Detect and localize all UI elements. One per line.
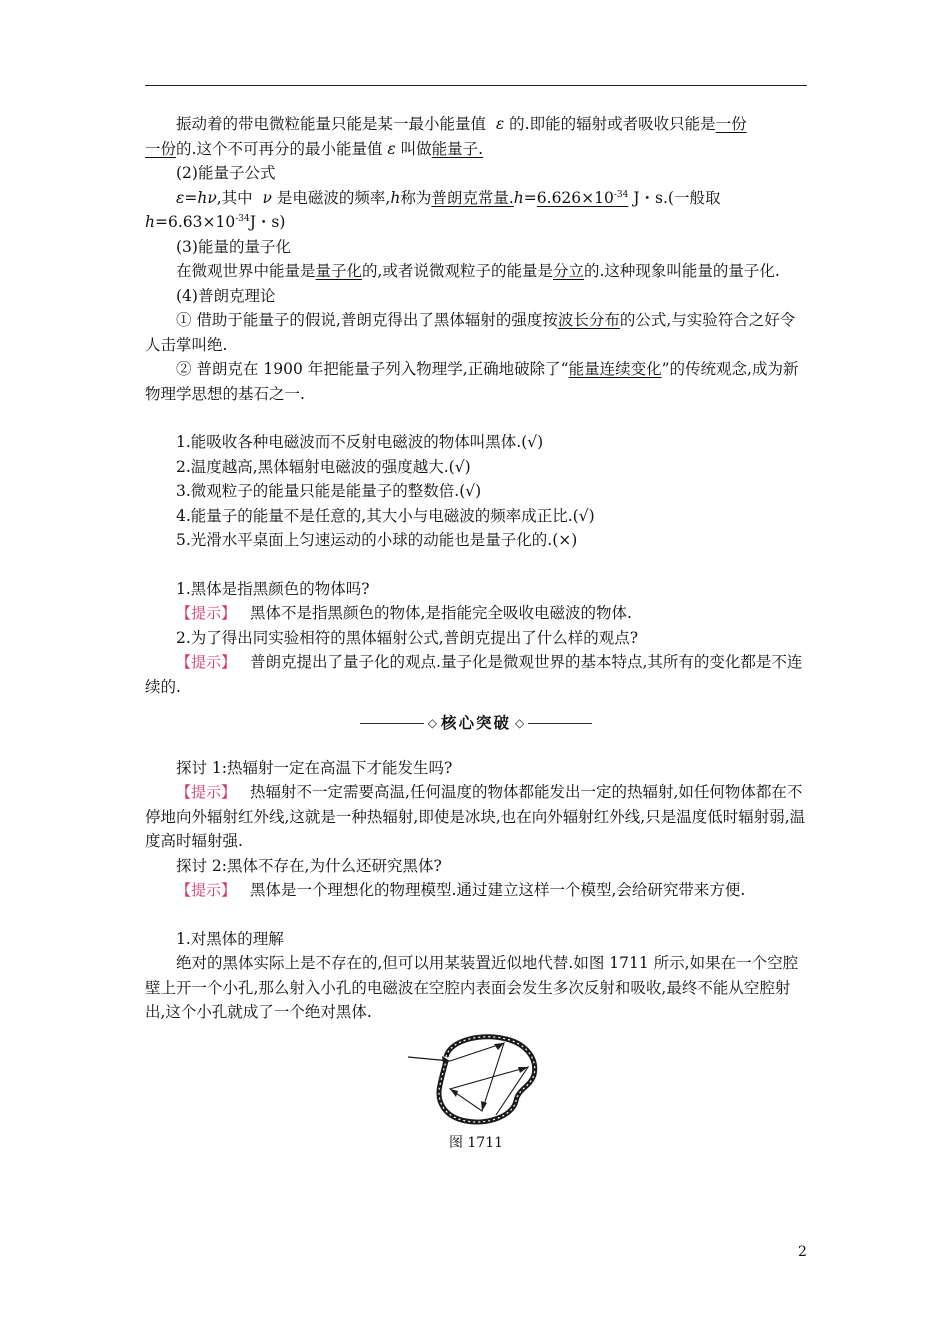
judgment-item: 4.能量子的能量不是任意的,其大小与电磁波的频率成正比.(√): [176, 506, 595, 525]
text: ,其中: [216, 188, 253, 207]
page-number: 2: [798, 1244, 807, 1260]
text: 热辐射不一定需要高温,任何温度的物体都能发出一定的热辐射,如任何物体都在不停地向外辐射红外线,这就是一种热辐射,即使是冰块,也在向外辐射红外线,只是温度低时辐射弱,温度高时辐射强.: [145, 783, 806, 850]
spacer: [145, 553, 807, 577]
underlined-answer: 普朗克常量.: [431, 188, 514, 207]
discussion-question: 探讨 1:热辐射一定在高温下才能发生吗?: [176, 758, 453, 777]
text: 叫做: [400, 139, 432, 158]
underlined-answer: 分立: [552, 262, 584, 280]
answer: [145, 650, 807, 699]
underlined-answer: 能量子.: [431, 139, 484, 158]
paragraph-planck-1: [145, 308, 807, 357]
blackbody-cavity-diagram: [406, 1031, 546, 1127]
h-symbol: h: [197, 188, 208, 207]
judgment-item: 2.温度越高,黑体辐射电磁波的强度越大.(√): [176, 457, 471, 476]
diamond-icon: ◇: [515, 716, 525, 730]
judgment-item: 3.微观粒子的能量只能是能量子的整数倍.(√): [176, 482, 482, 500]
text: =: [523, 188, 537, 207]
text: 称为: [400, 188, 432, 207]
epsilon-symbol: ε: [495, 115, 505, 133]
text: 的.这种现象叫能量的量子化.: [583, 262, 780, 280]
epsilon-symbol: ε: [176, 188, 185, 207]
spacer: [145, 903, 807, 927]
text: ① 借助于能量子的假说,普朗克得出了黑体辐射的强度按: [176, 311, 558, 329]
text: J・s.(一般取: [633, 188, 721, 207]
text: 黑体不是指黑颜色的物体,是指能完全吸收电磁波的物体.: [250, 604, 632, 622]
tip-label: 【提示】: [176, 653, 237, 671]
page-content: [145, 112, 807, 1155]
text: J・s): [249, 213, 286, 231]
paragraph-formula: [145, 186, 807, 235]
text: 在微观世界中能量是: [176, 262, 316, 280]
section-heading: (4)普朗克理论: [176, 286, 276, 305]
header-rule: [145, 85, 807, 86]
paragraph-quantization: [145, 259, 807, 284]
question: 2.为了得出同实验相符的黑体辐射公式,普朗克提出了什么样的观点?: [176, 628, 639, 647]
text: 普朗克提出了量子化的观点.量子化是微观世界的基本特点,其所有的变化都是不连续的.: [145, 653, 803, 696]
nu-symbol: ν: [207, 188, 217, 207]
arrowhead: [481, 1101, 487, 1111]
diamond-icon: ◇: [427, 716, 437, 730]
discussion-question: 探讨 2:黑体不存在,为什么还研究黑体?: [176, 856, 442, 875]
discussion-answer: [145, 780, 807, 854]
tip-label: 【提示】: [176, 783, 237, 801]
underlined-answer: 一份: [715, 115, 747, 133]
answer: [145, 601, 807, 626]
banner-line: [360, 723, 424, 724]
subsection-title: 1.对黑体的理解: [176, 929, 284, 948]
text: ”的传统观念,成为新物理学思想的基石之一.: [145, 360, 799, 403]
underlined-answer: 能量连续变化: [568, 360, 662, 378]
text: 的.这个不可再分的最小能量值: [176, 139, 383, 158]
text: =6.63×10: [154, 213, 236, 231]
text: 的公式,与实验符合之好令人击掌叫绝.: [145, 311, 796, 354]
text: ② 普朗克在 1900 年把能量子列入物理学,正确地破除了“: [176, 360, 569, 378]
underlined-answer: 一份: [145, 139, 177, 158]
banner-line: [528, 723, 592, 724]
section-banner: [145, 711, 807, 736]
judgment-item: 1.能吸收各种电磁波而不反射电磁波的物体叫黑体.(√): [176, 433, 544, 451]
tip-label: 【提示】: [176, 881, 237, 899]
underlined-answer: 波长分布: [557, 311, 620, 329]
exponent: -34: [235, 214, 250, 224]
figure-cavity: [145, 1031, 807, 1156]
arrowhead: [450, 1089, 458, 1097]
text: 黑体是一个理想化的物理模型.通过建立这样一个模型,会给研究带来方便.: [250, 881, 746, 899]
underlined-answer: 量子化: [315, 262, 363, 280]
discussion-answer: [145, 878, 807, 903]
spacer: [145, 406, 807, 430]
paragraph-energy-quantum: [145, 112, 807, 161]
text: 振动着的带电微粒能量只能是某一最小能量值: [176, 115, 487, 133]
text: 的.即能的辐射或者吸收只能是: [509, 115, 716, 133]
paragraph-blackbody: 绝对的黑体实际上是不存在的,但可以用某装置近似地代替.如图 1711 所示,如果在一个空腔壁上开一个小孔,那么射入小孔的电磁波在空腔内表面会发生多次反射和吸收,最终不能从空腔射出,这个小孔就成了一个绝对黑体.: [145, 954, 799, 1021]
figure-caption: 图 1711: [448, 1134, 504, 1151]
section-heading: (2)能量子公式: [176, 164, 276, 182]
tip-label: 【提示】: [176, 604, 237, 622]
text: 是电磁波的频率,: [276, 188, 391, 207]
judgment-item: 5.光滑水平桌面上匀速运动的小球的动能也是量子化的.(×): [176, 531, 578, 549]
text: =: [184, 188, 198, 207]
nu-symbol: ν: [262, 188, 272, 207]
h-symbol: h: [145, 213, 155, 231]
h-symbol: h: [390, 188, 401, 207]
banner-title: 核心突破: [440, 714, 511, 732]
underlined-answer: [537, 189, 629, 207]
h-symbol: h: [513, 188, 524, 207]
question: 1.黑体是指黑颜色的物体吗?: [176, 579, 370, 598]
epsilon-symbol: ε: [387, 139, 396, 158]
paragraph-planck-2: [145, 357, 807, 406]
exponent: -34: [613, 189, 629, 200]
section-heading: (3)能量的量子化: [176, 237, 291, 256]
text: 6.626×10: [536, 188, 614, 207]
text: 的,或者说微观粒子的能量是: [362, 262, 553, 280]
